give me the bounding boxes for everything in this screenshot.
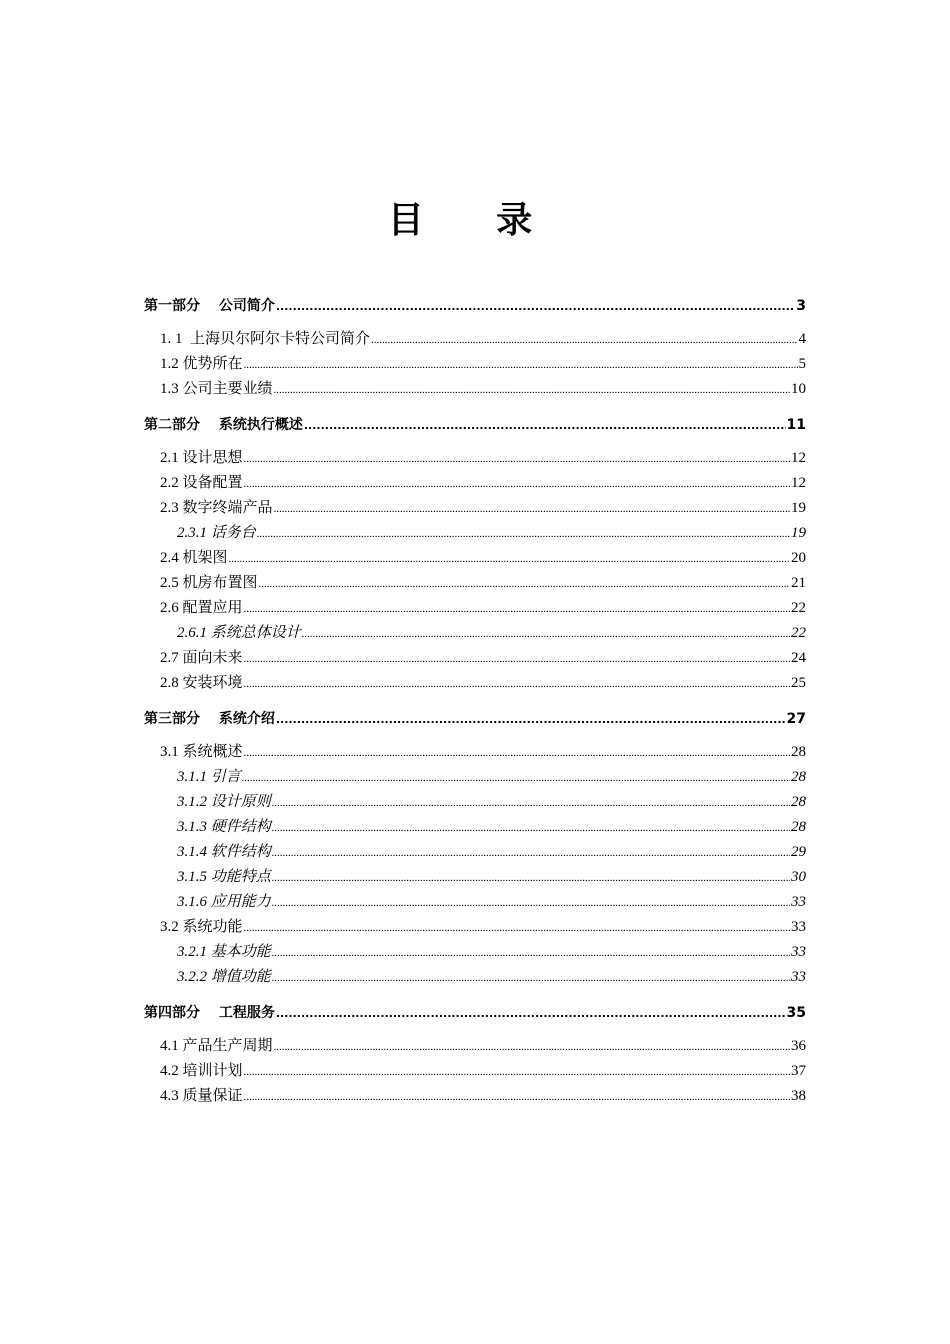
toc-leader-dots — [272, 865, 790, 891]
toc-page-number: 19 — [791, 525, 806, 541]
toc-entry-label: 1.3 公司主要业绩 — [160, 381, 273, 397]
toc-entry-label: 3.1.3 硬件结构 — [177, 819, 271, 835]
toc-section-entry[interactable] — [144, 740, 806, 765]
toc-page-number: 21 — [791, 575, 806, 591]
toc-leader-dots — [244, 352, 798, 378]
toc-section-entry[interactable] — [144, 546, 806, 571]
toc-entry-label: 2.1 设计思想 — [160, 450, 243, 466]
toc-section-entry[interactable] — [144, 646, 806, 671]
toc-page-number: 5 — [798, 356, 806, 372]
toc-subsection-entry[interactable] — [144, 840, 806, 865]
toc-leader-dots — [276, 292, 795, 320]
toc-subsection-entry[interactable] — [144, 621, 806, 646]
toc-entry-label: 第一部分 公司简介 — [144, 298, 275, 314]
toc-leader-dots — [244, 646, 790, 672]
toc-entry-label: 第二部分 系统执行概述 — [144, 417, 303, 433]
toc-page-number: 12 — [791, 475, 806, 491]
toc-page-number: 38 — [791, 1088, 806, 1104]
toc-entry-label: 4.2 培训计划 — [160, 1063, 243, 1079]
toc-page-number: 33 — [791, 894, 806, 910]
toc-section-entry[interactable] — [144, 377, 806, 402]
toc-section-entry[interactable] — [144, 327, 806, 352]
toc-entry-label: 2.6.1 系统总体设计 — [177, 625, 301, 641]
toc-leader-dots — [274, 377, 790, 403]
toc-leader-dots — [244, 1059, 790, 1085]
toc-page-number: 4 — [798, 331, 806, 347]
toc-entry-label: 3.2.1 基本功能 — [177, 944, 271, 960]
toc-page-number: 33 — [791, 944, 806, 960]
toc-entry-label: 2.8 安装环境 — [160, 675, 243, 691]
toc-leader-dots — [244, 596, 790, 622]
toc-leader-dots — [371, 327, 797, 353]
toc-page-number: 3 — [796, 298, 806, 314]
toc-part-entry[interactable] — [144, 705, 806, 731]
toc-leader-dots — [244, 915, 790, 941]
toc-leader-dots — [244, 471, 790, 497]
toc-leader-dots — [304, 411, 786, 439]
toc-page-number: 30 — [791, 869, 806, 885]
table-of-contents — [144, 292, 806, 1109]
toc-page-number: 37 — [791, 1063, 806, 1079]
toc-page-number: 24 — [791, 650, 806, 666]
toc-page-number: 19 — [791, 500, 806, 516]
toc-page-number: 20 — [791, 550, 806, 566]
toc-entry-label: 第四部分 工程服务 — [144, 1005, 275, 1021]
toc-leader-dots — [276, 999, 786, 1027]
toc-entry-label: 4.1 产品生产周期 — [160, 1038, 273, 1054]
toc-leader-dots — [274, 1034, 790, 1060]
toc-section-entry[interactable] — [144, 496, 806, 521]
toc-entry-label: 2.4 机架图 — [160, 550, 228, 566]
toc-leader-dots — [244, 740, 790, 766]
toc-leader-dots — [272, 965, 790, 991]
toc-leader-dots — [259, 571, 790, 597]
toc-page-number: 28 — [791, 744, 806, 760]
toc-entry-label: 2.7 面向未来 — [160, 650, 243, 666]
toc-subsection-entry[interactable] — [144, 965, 806, 990]
toc-section-entry[interactable] — [144, 1059, 806, 1084]
toc-subsection-entry[interactable] — [144, 521, 806, 546]
toc-section-entry[interactable] — [144, 596, 806, 621]
toc-page-number: 35 — [786, 1005, 806, 1021]
toc-subsection-entry[interactable] — [144, 865, 806, 890]
toc-subsection-entry[interactable] — [144, 765, 806, 790]
toc-entry-label: 1.2 优势所在 — [160, 356, 243, 372]
toc-section-entry[interactable] — [144, 1084, 806, 1109]
toc-page-number: 28 — [791, 769, 806, 785]
toc-section-entry[interactable] — [144, 471, 806, 496]
toc-leader-dots — [272, 840, 790, 866]
toc-page-number: 22 — [791, 600, 806, 616]
toc-leader-dots — [302, 621, 790, 647]
toc-section-entry[interactable] — [144, 446, 806, 471]
toc-entry-label: 1. 1 上海贝尔阿尔卡特公司简介 — [160, 331, 371, 347]
toc-leader-dots — [272, 790, 790, 816]
toc-page-number: 36 — [791, 1038, 806, 1054]
toc-leader-dots — [244, 1084, 790, 1110]
toc-page-number: 33 — [791, 969, 806, 985]
toc-section-entry[interactable] — [144, 671, 806, 696]
toc-part-entry[interactable] — [144, 411, 806, 437]
toc-entry-label: 2.6 配置应用 — [160, 600, 243, 616]
page-title: 目 录 — [387, 200, 563, 241]
toc-leader-dots — [244, 446, 790, 472]
toc-leader-dots — [244, 671, 790, 697]
toc-entry-label: 3.1.6 应用能力 — [177, 894, 271, 910]
toc-entry-label: 3.1.5 功能特点 — [177, 869, 271, 885]
toc-leader-dots — [229, 546, 790, 572]
toc-entry-label: 3.1.4 软件结构 — [177, 844, 271, 860]
toc-entry-label: 3.1.1 引言 — [177, 769, 241, 785]
toc-page-number: 11 — [786, 417, 806, 433]
toc-section-entry[interactable] — [144, 1034, 806, 1059]
toc-page-number: 25 — [791, 675, 806, 691]
toc-page-number: 29 — [791, 844, 806, 860]
toc-section-entry[interactable] — [144, 915, 806, 940]
toc-part-entry[interactable] — [144, 292, 806, 318]
toc-part-entry[interactable] — [144, 999, 806, 1025]
toc-leader-dots — [272, 815, 790, 841]
toc-subsection-entry[interactable] — [144, 940, 806, 965]
toc-page-number: 28 — [791, 819, 806, 835]
toc-leader-dots — [242, 765, 790, 791]
toc-leader-dots — [276, 705, 786, 733]
toc-page-number: 22 — [791, 625, 806, 641]
toc-entry-label: 2.3.1 话务台 — [177, 525, 256, 541]
toc-entry-label: 2.2 设备配置 — [160, 475, 243, 491]
toc-page-number: 12 — [791, 450, 806, 466]
toc-subsection-entry[interactable] — [144, 890, 806, 915]
toc-page-number: 33 — [791, 919, 806, 935]
toc-entry-label: 2.3 数字终端产品 — [160, 500, 273, 516]
toc-leader-dots — [257, 521, 790, 547]
toc-page-number: 10 — [791, 381, 806, 397]
toc-entry-label: 3.2.2 增值功能 — [177, 969, 271, 985]
toc-leader-dots — [272, 940, 790, 966]
toc-subsection-entry[interactable] — [144, 815, 806, 840]
toc-entry-label: 3.2 系统功能 — [160, 919, 243, 935]
toc-entry-label: 4.3 质量保证 — [160, 1088, 243, 1104]
toc-section-entry[interactable] — [144, 571, 806, 596]
toc-entry-label: 3.1.2 设计原则 — [177, 794, 271, 810]
toc-entry-label: 第三部分 系统介绍 — [144, 711, 275, 727]
toc-page-number: 28 — [791, 794, 806, 810]
toc-entry-label: 3.1 系统概述 — [160, 744, 243, 760]
toc-page-number: 27 — [786, 711, 806, 727]
toc-leader-dots — [274, 496, 790, 522]
toc-section-entry[interactable] — [144, 352, 806, 377]
toc-leader-dots — [272, 890, 790, 916]
toc-subsection-entry[interactable] — [144, 790, 806, 815]
toc-entry-label: 2.5 机房布置图 — [160, 575, 258, 591]
